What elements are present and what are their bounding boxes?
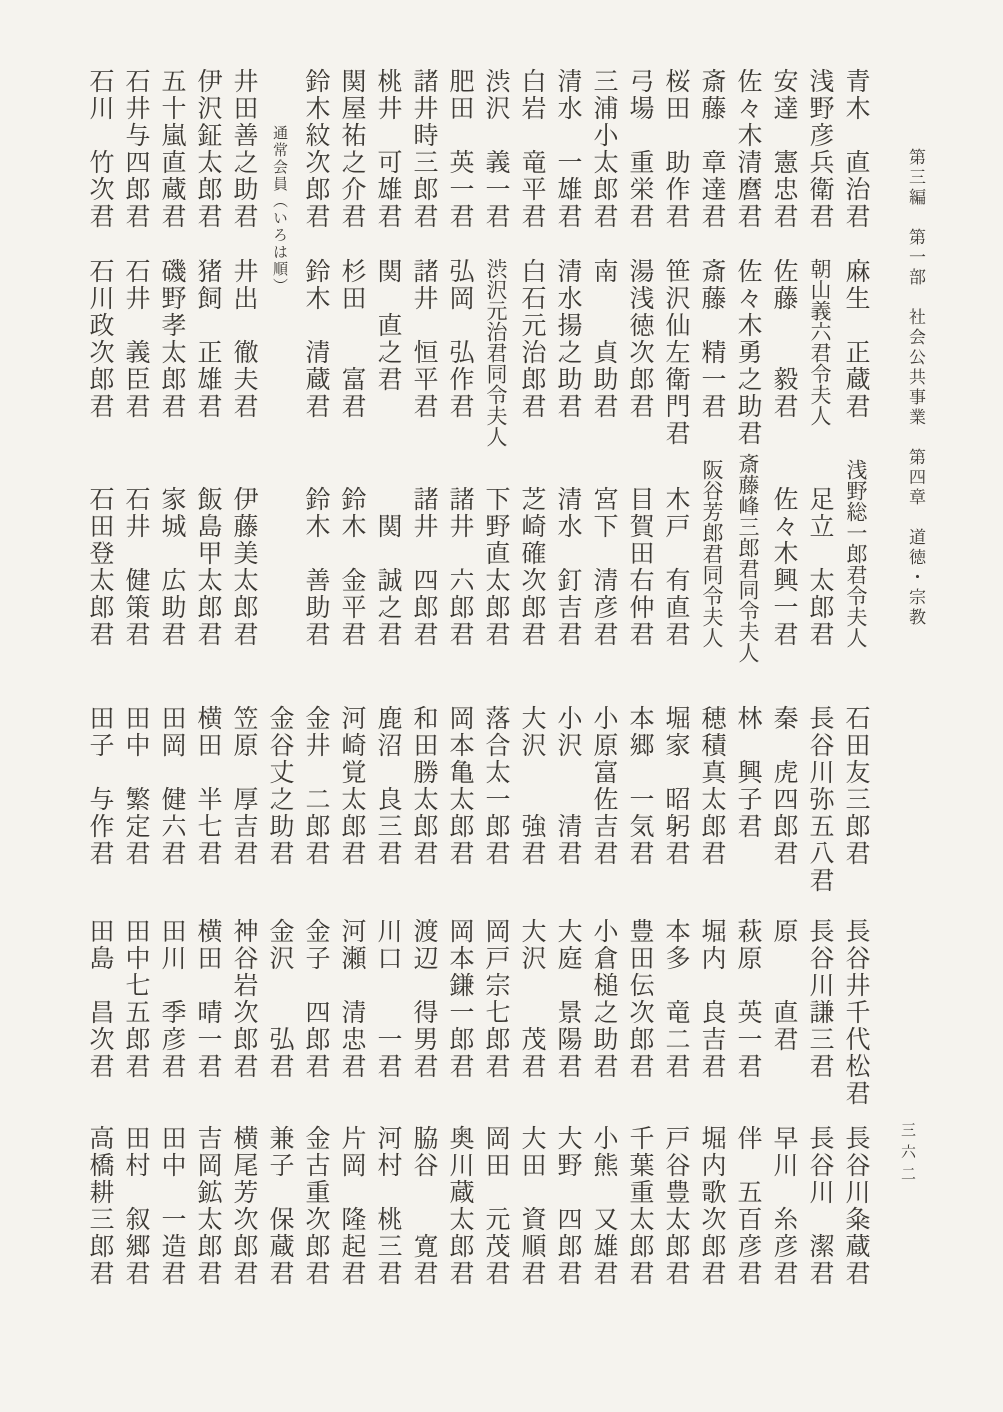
member-name: 清水 一雄君	[554, 68, 583, 230]
member-column	[297, 68, 333, 648]
member-name: 大沢 茂君	[518, 918, 547, 1080]
member-column	[225, 705, 261, 890]
member-name: 川口 一君	[374, 918, 403, 1080]
member-name: 麻生 正蔵君	[842, 258, 871, 420]
member-column	[369, 1125, 405, 1310]
member-column	[153, 1125, 189, 1310]
member-name: 桃井 可雄君	[374, 68, 403, 230]
member-name: 杉田 富君	[338, 258, 367, 420]
member-column	[117, 1125, 153, 1310]
member-column	[729, 705, 765, 890]
member-name: 高橋耕三郎君	[86, 1125, 115, 1287]
member-name: 横田 半七君	[194, 705, 223, 867]
member-name: 吉岡鉱太郎君	[194, 1125, 223, 1287]
member-name: 三浦小太郎君	[590, 68, 619, 230]
member-name: 金古重次郎君	[302, 1125, 331, 1287]
member-column	[153, 918, 189, 1103]
member-name: 浅野総一郎君令夫人	[844, 459, 868, 648]
member-column	[297, 705, 333, 890]
running-head: 第三編 第一部 社会公共事業 第四章 道徳・宗教	[905, 148, 925, 628]
member-name: 諸井 六郎君	[446, 486, 475, 648]
member-column	[513, 918, 549, 1103]
member-name: 弓場 重栄君	[626, 68, 655, 230]
member-column	[549, 918, 585, 1103]
member-name: 金子 四郎君	[302, 918, 331, 1080]
member-name: 目賀田右仲君	[626, 486, 655, 648]
member-name: 木戸 有直君	[662, 486, 691, 648]
member-name: 鈴木 金平君	[338, 486, 367, 648]
member-column	[405, 68, 441, 648]
member-name: 井田善之助君	[230, 68, 259, 230]
member-column	[297, 1125, 333, 1310]
member-name: 伴 五百彦君	[734, 1125, 763, 1287]
member-name: 肥田 英一君	[446, 68, 475, 230]
member-name: 弘岡 弘作君	[446, 258, 475, 420]
member-column	[585, 705, 621, 890]
member-column	[585, 918, 621, 1103]
member-column	[837, 68, 873, 648]
member-column	[405, 1125, 441, 1310]
member-name: 芝崎確次郎君	[518, 486, 547, 648]
member-name: 佐々木勇之助君	[734, 258, 763, 447]
member-name: 石川政次郎君	[86, 258, 115, 420]
member-column	[765, 705, 801, 890]
member-name: 大田 資順君	[518, 1125, 547, 1287]
member-column	[513, 1125, 549, 1310]
member-column	[477, 1125, 513, 1310]
member-name: 大野 四郎君	[554, 1125, 583, 1287]
member-column	[729, 68, 765, 663]
member-name: 落合太一郎君	[482, 705, 511, 867]
member-name: 斎藤峰三郎君同令夫人	[736, 453, 760, 663]
member-column	[801, 1125, 837, 1310]
member-name: 伊沢鉦太郎君	[194, 68, 223, 230]
member-name: 岡戸宗七郎君	[482, 918, 511, 1080]
member-name: 諸井 恒平君	[410, 258, 439, 420]
member-column	[441, 705, 477, 890]
member-name: 安達 憲忠君	[770, 68, 799, 230]
member-name: 秦 虎四郎君	[770, 705, 799, 867]
member-column	[333, 1125, 369, 1310]
member-name: 関屋祐之介君	[338, 68, 367, 230]
member-name: 佐藤 毅君	[770, 258, 799, 420]
member-column	[81, 1125, 117, 1310]
member-name: 佐々木興一君	[770, 486, 799, 648]
member-column	[153, 68, 189, 648]
member-name: 小沢 清君	[554, 705, 583, 867]
member-column	[693, 918, 729, 1103]
member-name: 横田 晴一君	[194, 918, 223, 1080]
member-name: 下野直太郎君	[482, 486, 511, 648]
member-column	[81, 705, 117, 890]
member-name: 田村 叙郷君	[122, 1125, 151, 1287]
member-column	[369, 705, 405, 890]
member-column	[657, 918, 693, 1103]
member-column	[549, 1125, 585, 1310]
member-name: 関 誠之君	[374, 513, 403, 648]
member-name: 金井 二郎君	[302, 705, 331, 867]
member-name: 林 興子君	[734, 705, 763, 840]
member-column	[333, 68, 369, 648]
member-name: 石井与四郎君	[122, 68, 151, 230]
member-name: 桜田 助作君	[662, 68, 691, 230]
member-name: 白石元治郎君	[518, 258, 547, 420]
member-name: 白岩 竜平君	[518, 68, 547, 230]
member-name: 磯野孝太郎君	[158, 258, 187, 420]
member-name: 岡本鎌一郎君	[446, 918, 475, 1080]
member-column	[657, 705, 693, 890]
member-name: 青木 直治君	[842, 68, 871, 230]
member-column	[117, 68, 153, 648]
member-name: 斎藤 精一君	[698, 258, 727, 420]
member-name: 河村 桃三君	[374, 1125, 403, 1287]
member-name: 田中 繁定君	[122, 705, 151, 867]
member-name: 河瀬 清忠君	[338, 918, 367, 1080]
member-column	[189, 1125, 225, 1310]
member-name: 湯浅徳次郎君	[626, 258, 655, 420]
member-column	[585, 68, 621, 648]
member-column	[441, 918, 477, 1103]
member-column	[369, 68, 405, 648]
member-column	[405, 918, 441, 1103]
member-column	[585, 1125, 621, 1310]
member-list-band-3	[81, 918, 873, 1107]
member-column	[801, 918, 837, 1103]
member-column	[225, 918, 261, 1103]
member-name: 奥川蔵太郎君	[446, 1125, 475, 1287]
member-name: 穂積真太郎君	[698, 705, 727, 867]
member-column	[693, 1125, 729, 1310]
member-name: 堀家 昭躬君	[662, 705, 691, 867]
member-column	[261, 918, 297, 1103]
member-name: 本多 竜二君	[662, 918, 691, 1080]
member-list-band-4	[81, 1125, 873, 1310]
member-name: 飯島甲太郎君	[194, 486, 223, 648]
member-name: 田岡 健六君	[158, 705, 187, 867]
member-name: 五十嵐直蔵君	[158, 68, 187, 230]
member-name: 鈴木 清蔵君	[302, 258, 331, 420]
member-name: 小原富佐吉君	[590, 705, 619, 867]
member-column	[693, 705, 729, 890]
member-name: 金沢 弘君	[266, 918, 295, 1080]
member-name: 南 貞助君	[590, 258, 619, 420]
member-name: 神谷岩次郎君	[230, 918, 259, 1080]
member-name: 渋沢 義一君	[482, 68, 511, 230]
member-name: 伊藤美太郎君	[230, 486, 259, 648]
member-name: 早川 糸彦君	[770, 1125, 799, 1287]
member-column	[153, 705, 189, 890]
member-name: 片岡 隆起君	[338, 1125, 367, 1287]
member-column	[225, 68, 261, 648]
member-name: 長谷川 潔君	[806, 1125, 835, 1287]
member-name: 大沢 強君	[518, 705, 547, 867]
member-name: 関 直之君	[374, 258, 403, 393]
member-name: 諸井時三郎君	[410, 68, 439, 230]
member-name: 鈴木紋次郎君	[302, 68, 331, 230]
section-heading	[261, 68, 297, 648]
member-column	[729, 1125, 765, 1310]
member-column	[801, 705, 837, 894]
member-name: 小倉槌之助君	[590, 918, 619, 1080]
member-column	[801, 68, 837, 648]
member-name: 堀内歌次郎君	[698, 1125, 727, 1287]
member-column	[765, 1125, 801, 1310]
member-column	[729, 918, 765, 1103]
member-name: 足立 太郎君	[806, 486, 835, 648]
member-column	[513, 68, 549, 648]
member-name: 斎藤 章達君	[698, 68, 727, 230]
member-name: 金谷丈之助君	[266, 705, 295, 867]
member-name: 千葉重太郎君	[626, 1125, 655, 1287]
member-name: 長谷川謙三君	[806, 918, 835, 1080]
member-name: 田中七五郎君	[122, 918, 151, 1080]
member-column	[441, 68, 477, 648]
member-name: 石井 義臣君	[122, 258, 151, 420]
member-name: 笠原 厚吉君	[230, 705, 259, 867]
member-name: 脇谷 寛君	[410, 1125, 439, 1287]
member-name: 清水 釘吉君	[554, 486, 583, 648]
member-column	[837, 918, 873, 1107]
member-column	[621, 705, 657, 890]
member-name: 田川 季彦君	[158, 918, 187, 1080]
member-name: 田子 与作君	[86, 705, 115, 867]
member-name: 岡田 元茂君	[482, 1125, 511, 1287]
member-name: 豊田伝次郎君	[626, 918, 655, 1080]
member-column	[549, 68, 585, 648]
member-column	[405, 705, 441, 890]
member-name: 戸谷豊太郎君	[662, 1125, 691, 1287]
member-list-band-1	[81, 68, 873, 663]
member-column	[765, 918, 801, 1103]
member-column	[189, 705, 225, 890]
member-name: 河崎覚太郎君	[338, 705, 367, 867]
member-name: 堀内 良吉君	[698, 918, 727, 1080]
member-name: 田島 昌次君	[86, 918, 115, 1080]
member-name: 石田友三郎君	[842, 705, 871, 867]
page-number: 三六二	[899, 1122, 917, 1188]
member-name: 佐々木清麿君	[734, 68, 763, 230]
member-column	[513, 705, 549, 890]
member-column	[477, 705, 513, 890]
member-column	[117, 705, 153, 890]
member-name: 鹿沼 良三君	[374, 705, 403, 867]
member-name: 長谷川弥五八君	[806, 705, 835, 894]
member-name: 小熊 又雄君	[590, 1125, 619, 1287]
member-column	[477, 68, 513, 648]
member-name: 兼子 保蔵君	[266, 1125, 295, 1287]
member-name: 渡辺 得男君	[410, 918, 439, 1080]
member-name: 萩原 英一君	[734, 918, 763, 1080]
member-name: 鈴木 善助君	[302, 486, 331, 648]
member-name: 石井 健策君	[122, 486, 151, 648]
member-column	[189, 918, 225, 1103]
member-column	[297, 918, 333, 1103]
member-name: 猪飼 正雄君	[194, 258, 223, 420]
member-column	[657, 68, 693, 648]
member-name: 横尾芳次郎君	[230, 1125, 259, 1287]
member-name: 宮下 清彦君	[590, 486, 619, 648]
member-name: 和田勝太郎君	[410, 705, 439, 867]
member-name: 田中 一造君	[158, 1125, 187, 1287]
member-column	[837, 705, 873, 890]
member-name: 本郷 一気君	[626, 705, 655, 867]
member-column	[441, 1125, 477, 1310]
member-name: 井出 徹夫君	[230, 258, 259, 420]
member-name: 石田登太郎君	[86, 486, 115, 648]
member-column	[765, 68, 801, 648]
member-column	[621, 918, 657, 1103]
member-column	[333, 918, 369, 1103]
member-column	[117, 918, 153, 1103]
member-name: 渋沢元治君同令夫人	[484, 258, 508, 447]
member-name: 諸井 四郎君	[410, 486, 439, 648]
member-column	[369, 918, 405, 1103]
member-name: 原 直君	[770, 918, 799, 1053]
member-column	[837, 1125, 873, 1310]
section-heading-label: 通常会員（いろは順）	[271, 125, 289, 295]
member-column	[693, 68, 729, 648]
member-name: 石川 竹次君	[86, 68, 115, 230]
member-name: 長谷井千代松君	[842, 918, 871, 1107]
member-name: 家城 広助君	[158, 486, 187, 648]
member-name: 清水揚之助君	[554, 258, 583, 420]
member-name: 笹沢仙左衛門君	[662, 258, 691, 447]
member-column	[189, 68, 225, 648]
member-name: 大庭 景陽君	[554, 918, 583, 1080]
member-column	[225, 1125, 261, 1310]
member-column	[81, 918, 117, 1103]
member-list-band-2	[81, 705, 873, 894]
member-name: 岡本亀太郎君	[446, 705, 475, 867]
member-column	[477, 918, 513, 1103]
member-name: 阪谷芳郎君同令夫人	[700, 459, 724, 648]
member-column	[549, 705, 585, 890]
member-column	[81, 68, 117, 648]
member-name: 朝山義六君令夫人	[808, 258, 832, 426]
member-column	[621, 68, 657, 648]
member-column	[333, 705, 369, 890]
member-column	[261, 705, 297, 890]
member-column	[261, 1125, 297, 1310]
member-column	[657, 1125, 693, 1310]
member-name: 長谷川粂蔵君	[842, 1125, 871, 1287]
member-name: 浅野彦兵衛君	[806, 68, 835, 230]
member-column	[621, 1125, 657, 1310]
